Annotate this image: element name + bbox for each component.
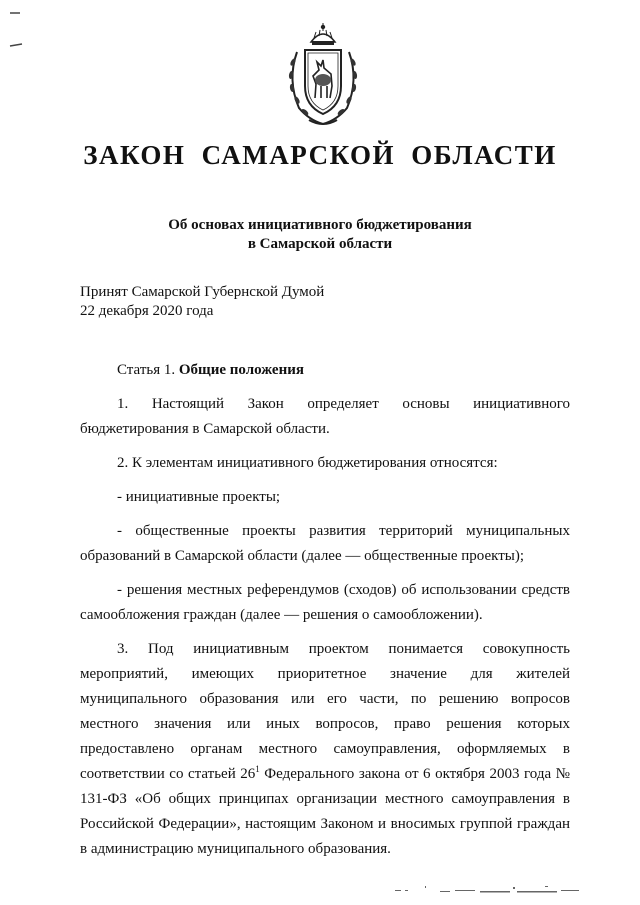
article-heading bbox=[80, 358, 570, 383]
subtitle-line-1: Об основах инициативного бюджетирования bbox=[168, 217, 472, 233]
list-item-2: - общественные проекты развития территорий муниципальных образований в Самарской области (далее — общественные проекты); bbox=[80, 523, 570, 564]
coat-of-arms-icon bbox=[283, 20, 363, 130]
paragraph-2: 2. К элементам инициативного бюджетирования относятся: bbox=[117, 455, 498, 471]
subtitle-line-2: в Самарской области bbox=[247, 236, 393, 252]
document-body bbox=[80, 358, 570, 862]
paragraph-3-text-b: Федерального закона от 6 октября 2003 года № 131-ФЗ «Об общих принципах организации местного самоуправления в Российской Федерации», настоящим Законом и вносимых группой граждан в администрацию муниципального образования. bbox=[80, 766, 570, 857]
document-subtitle bbox=[0, 216, 640, 254]
list-item-1: - инициативные проекты; bbox=[117, 489, 281, 505]
paragraph-3 bbox=[80, 637, 570, 862]
paragraph-3-text-a: 3. Под инициативным проектом понимается совокупность мероприятий, имеющих приоритетное значение для жителей муниципального образования или его части, по решению вопросов местного значения или иных вопросов, право решения которых предоставлено органам местного самоуправления, оформляемых в соответствии со статьей 26 bbox=[80, 641, 570, 782]
scan-marks bbox=[8, 8, 28, 58]
adopted-date: 22 декабря 2020 года bbox=[80, 303, 214, 319]
document-title: ЗАКОН САМАРСКОЙ ОБЛАСТИ bbox=[83, 140, 557, 170]
paragraph-1: 1. Настоящий Закон определяет основы инициативного бюджетирования в Самарской области. bbox=[80, 396, 570, 437]
adopted-by: Принят Самарской Губернской Думой bbox=[80, 284, 325, 300]
list-item-3: - решения местных референдумов (сходов) об использовании средств самообложения граждан (далее — решения о самообложении). bbox=[80, 582, 570, 623]
article-title: Общие положения bbox=[178, 362, 304, 378]
article-prefix: Статья 1. bbox=[117, 362, 179, 378]
article-superscript: 1 bbox=[255, 764, 260, 774]
scan-noise bbox=[395, 885, 585, 895]
adoption-note bbox=[80, 283, 324, 321]
